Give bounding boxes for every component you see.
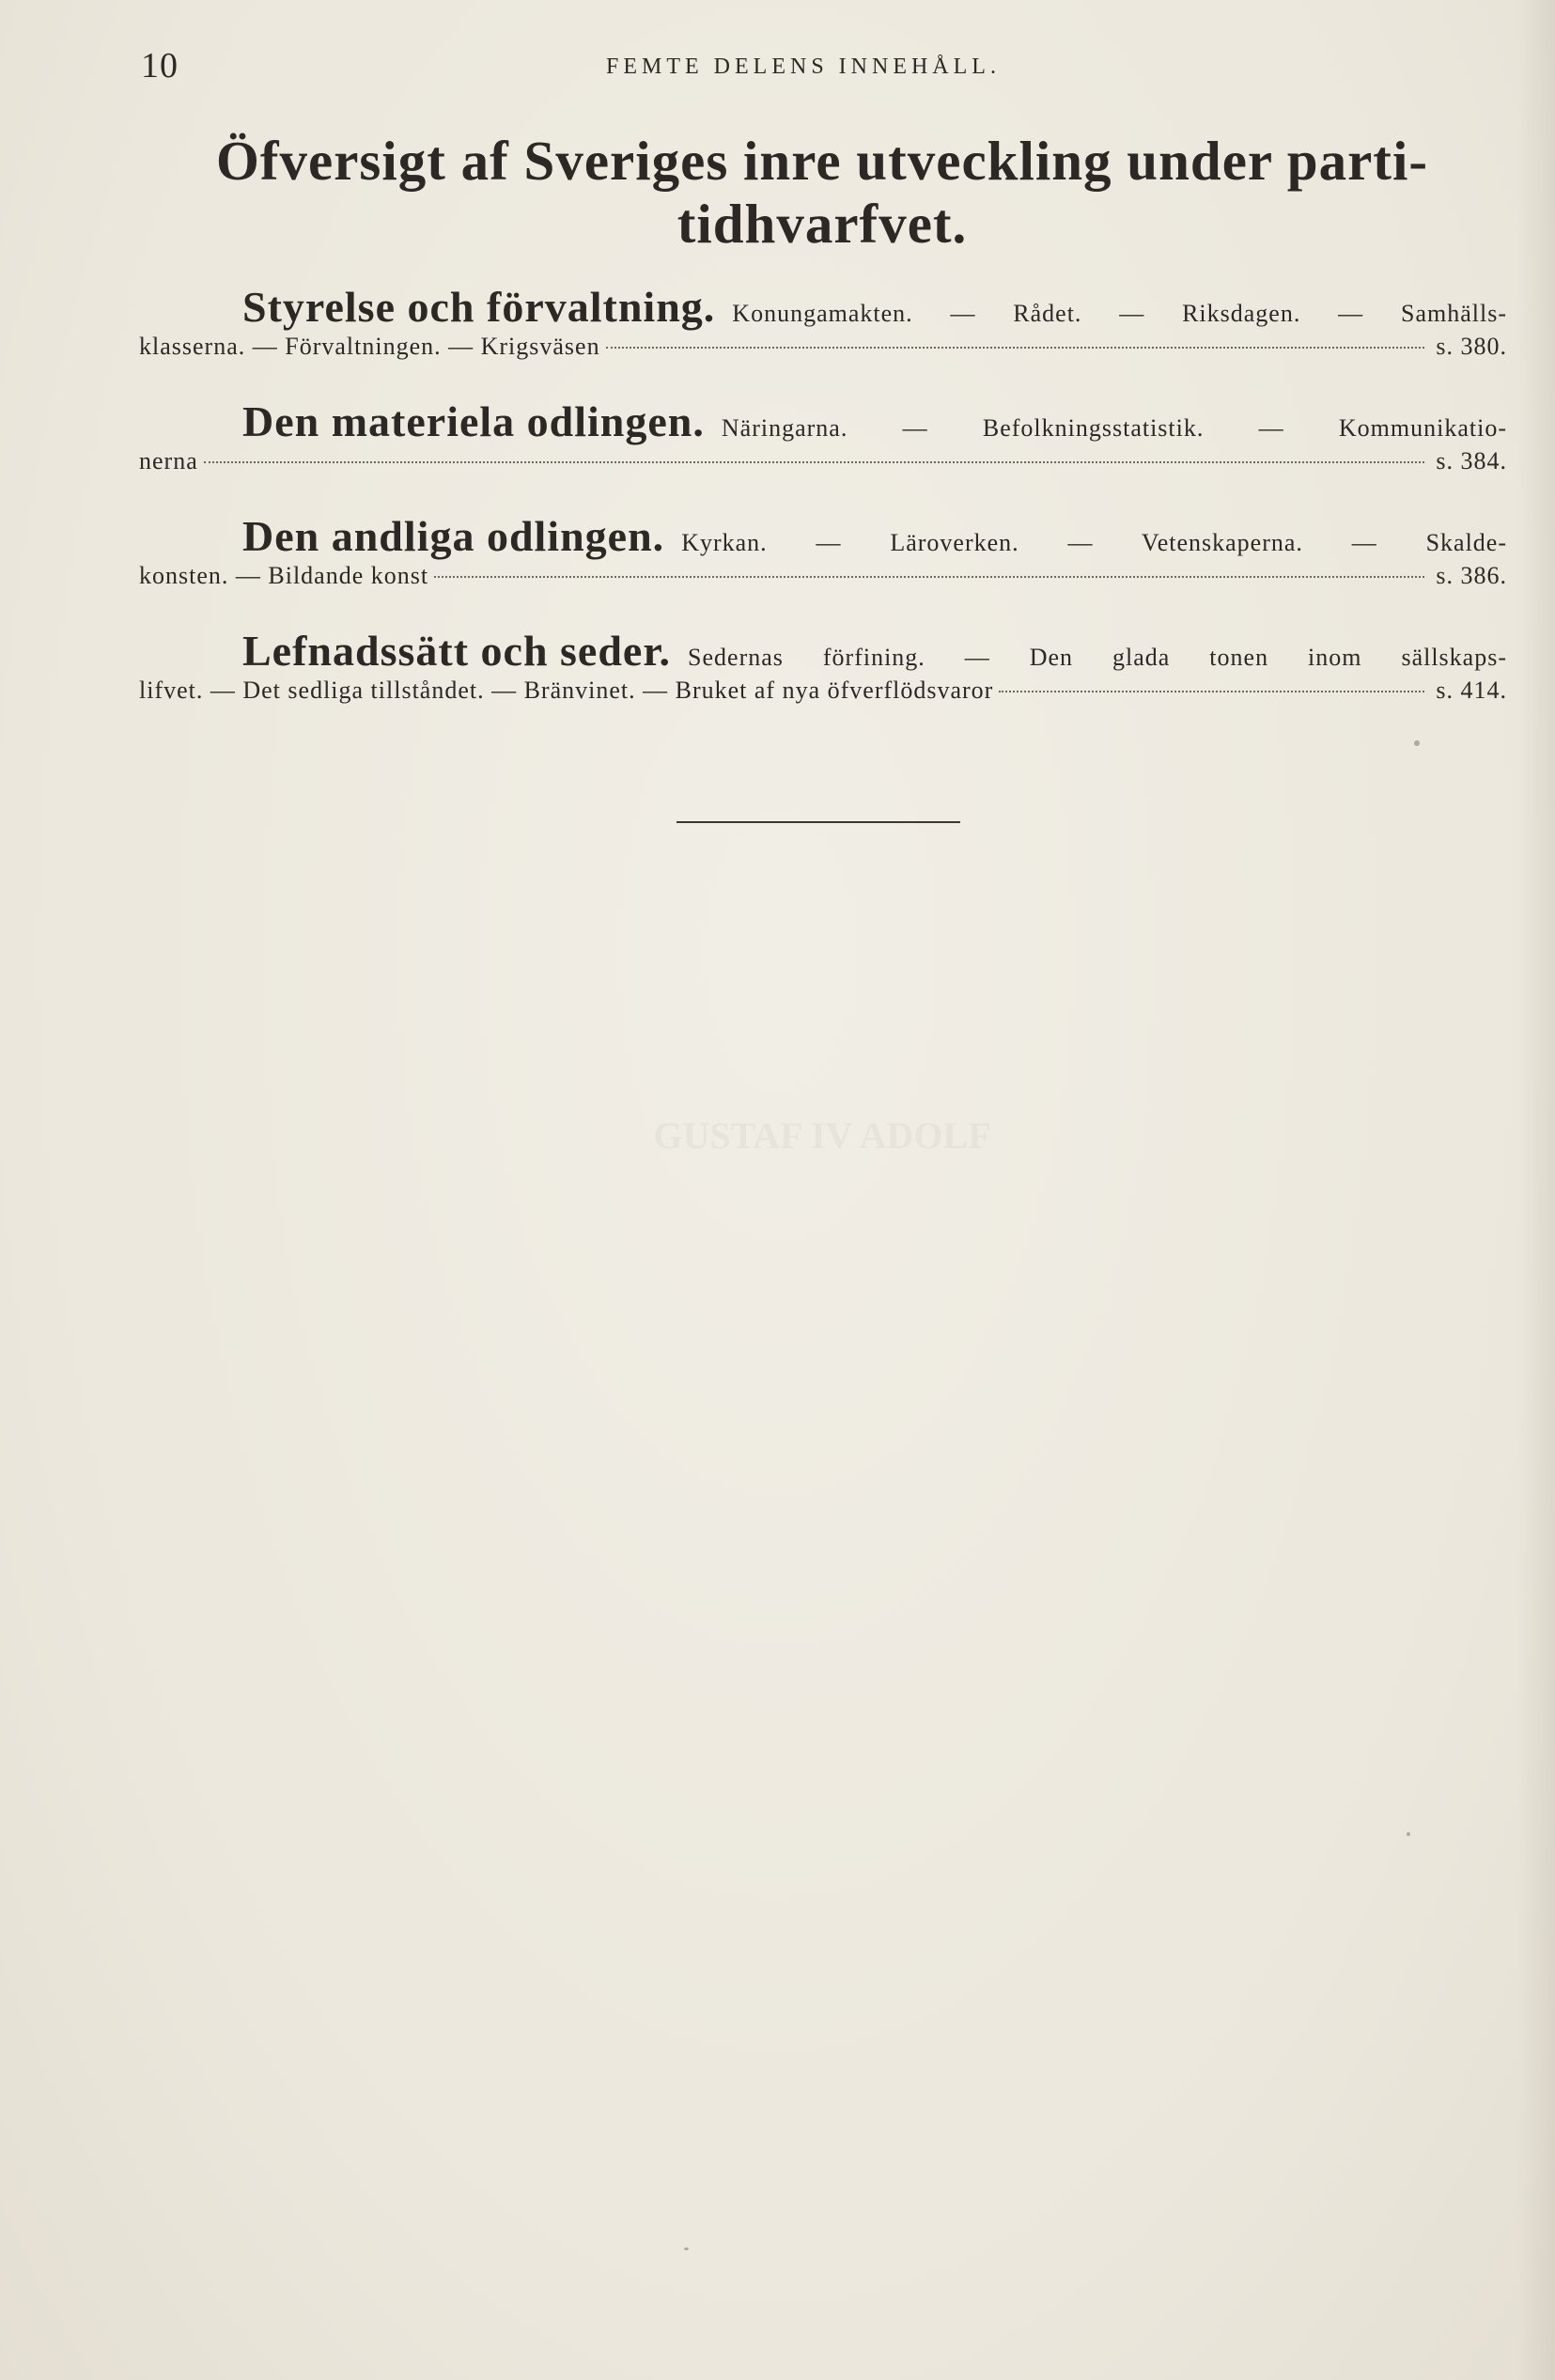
section-title-line-1: Öfversigt af Sveriges inre utveckling under parti- <box>216 130 1428 192</box>
contents-entry <box>139 626 1507 712</box>
entry-heading: Den materiela odlingen. <box>242 397 705 445</box>
page-number: 10 <box>141 46 179 86</box>
entry-topics-continued: lifvet. — Det sedliga tillståndet. — Bränvinet. — Bruket af nya öfverflödsvaror <box>139 677 994 704</box>
dot-leader <box>204 461 1425 463</box>
entry-heading: Styrelse och förvaltning. <box>242 283 716 331</box>
paper-speck <box>1407 1832 1410 1836</box>
contents-entry <box>139 397 1507 483</box>
running-head-title: FEMTE DELENS INNEHÅLL. <box>606 54 1001 79</box>
section-title <box>141 130 1503 256</box>
entry-page-reference: s. 386. <box>1436 562 1507 589</box>
entry-topics: Näringarna. — Befolkningsstatistik. — Kommunikatio- <box>721 414 1507 442</box>
entry-heading: Den andliga odlingen. <box>242 512 665 560</box>
entry-continuation-line <box>139 677 1507 712</box>
entry-topics: Konungamakten. — Rådet. — Riksdagen. — Samhälls- <box>732 300 1507 327</box>
paper-speck <box>684 2248 689 2250</box>
entry-continuation-line <box>139 333 1507 368</box>
entry-heading: Lefnadssätt och seder. <box>242 627 672 675</box>
page-edge-shadow <box>1517 0 1555 2380</box>
contents-entry <box>139 282 1507 368</box>
entry-first-line <box>139 397 1507 447</box>
dot-leader <box>999 691 1424 692</box>
entry-continuation-line <box>139 447 1507 483</box>
running-head <box>141 45 1503 86</box>
entry-topics: Kyrkan. — Läroverken. — Vetenskaperna. — Skalde- <box>681 529 1507 556</box>
entry-topics: Sedernas förfining. — Den glada tonen inom sällskaps- <box>688 644 1507 671</box>
entry-first-line <box>139 626 1507 677</box>
contents-list <box>139 282 1507 740</box>
section-title-line-2: tidhvarfvet. <box>676 193 968 255</box>
entry-page-reference: s. 414. <box>1436 677 1507 704</box>
dot-leader <box>434 576 1424 578</box>
entry-topics-continued: konsten. — Bildande konst <box>139 562 429 589</box>
section-end-rule <box>676 821 960 823</box>
entry-page-reference: s. 380. <box>1436 333 1507 360</box>
entry-first-line <box>139 511 1507 562</box>
entry-topics-continued: nerna <box>139 447 198 474</box>
show-through-text: GUSTAF IV ADOLF <box>653 1114 991 1157</box>
entry-page-reference: s. 384. <box>1436 447 1507 474</box>
entry-first-line <box>139 282 1507 333</box>
paper-speck <box>1414 740 1420 746</box>
dot-leader <box>606 347 1425 349</box>
contents-entry <box>139 511 1507 598</box>
entry-topics-continued: klasserna. — Förvaltningen. — Krigsväsen <box>139 333 600 360</box>
entry-continuation-line <box>139 562 1507 598</box>
